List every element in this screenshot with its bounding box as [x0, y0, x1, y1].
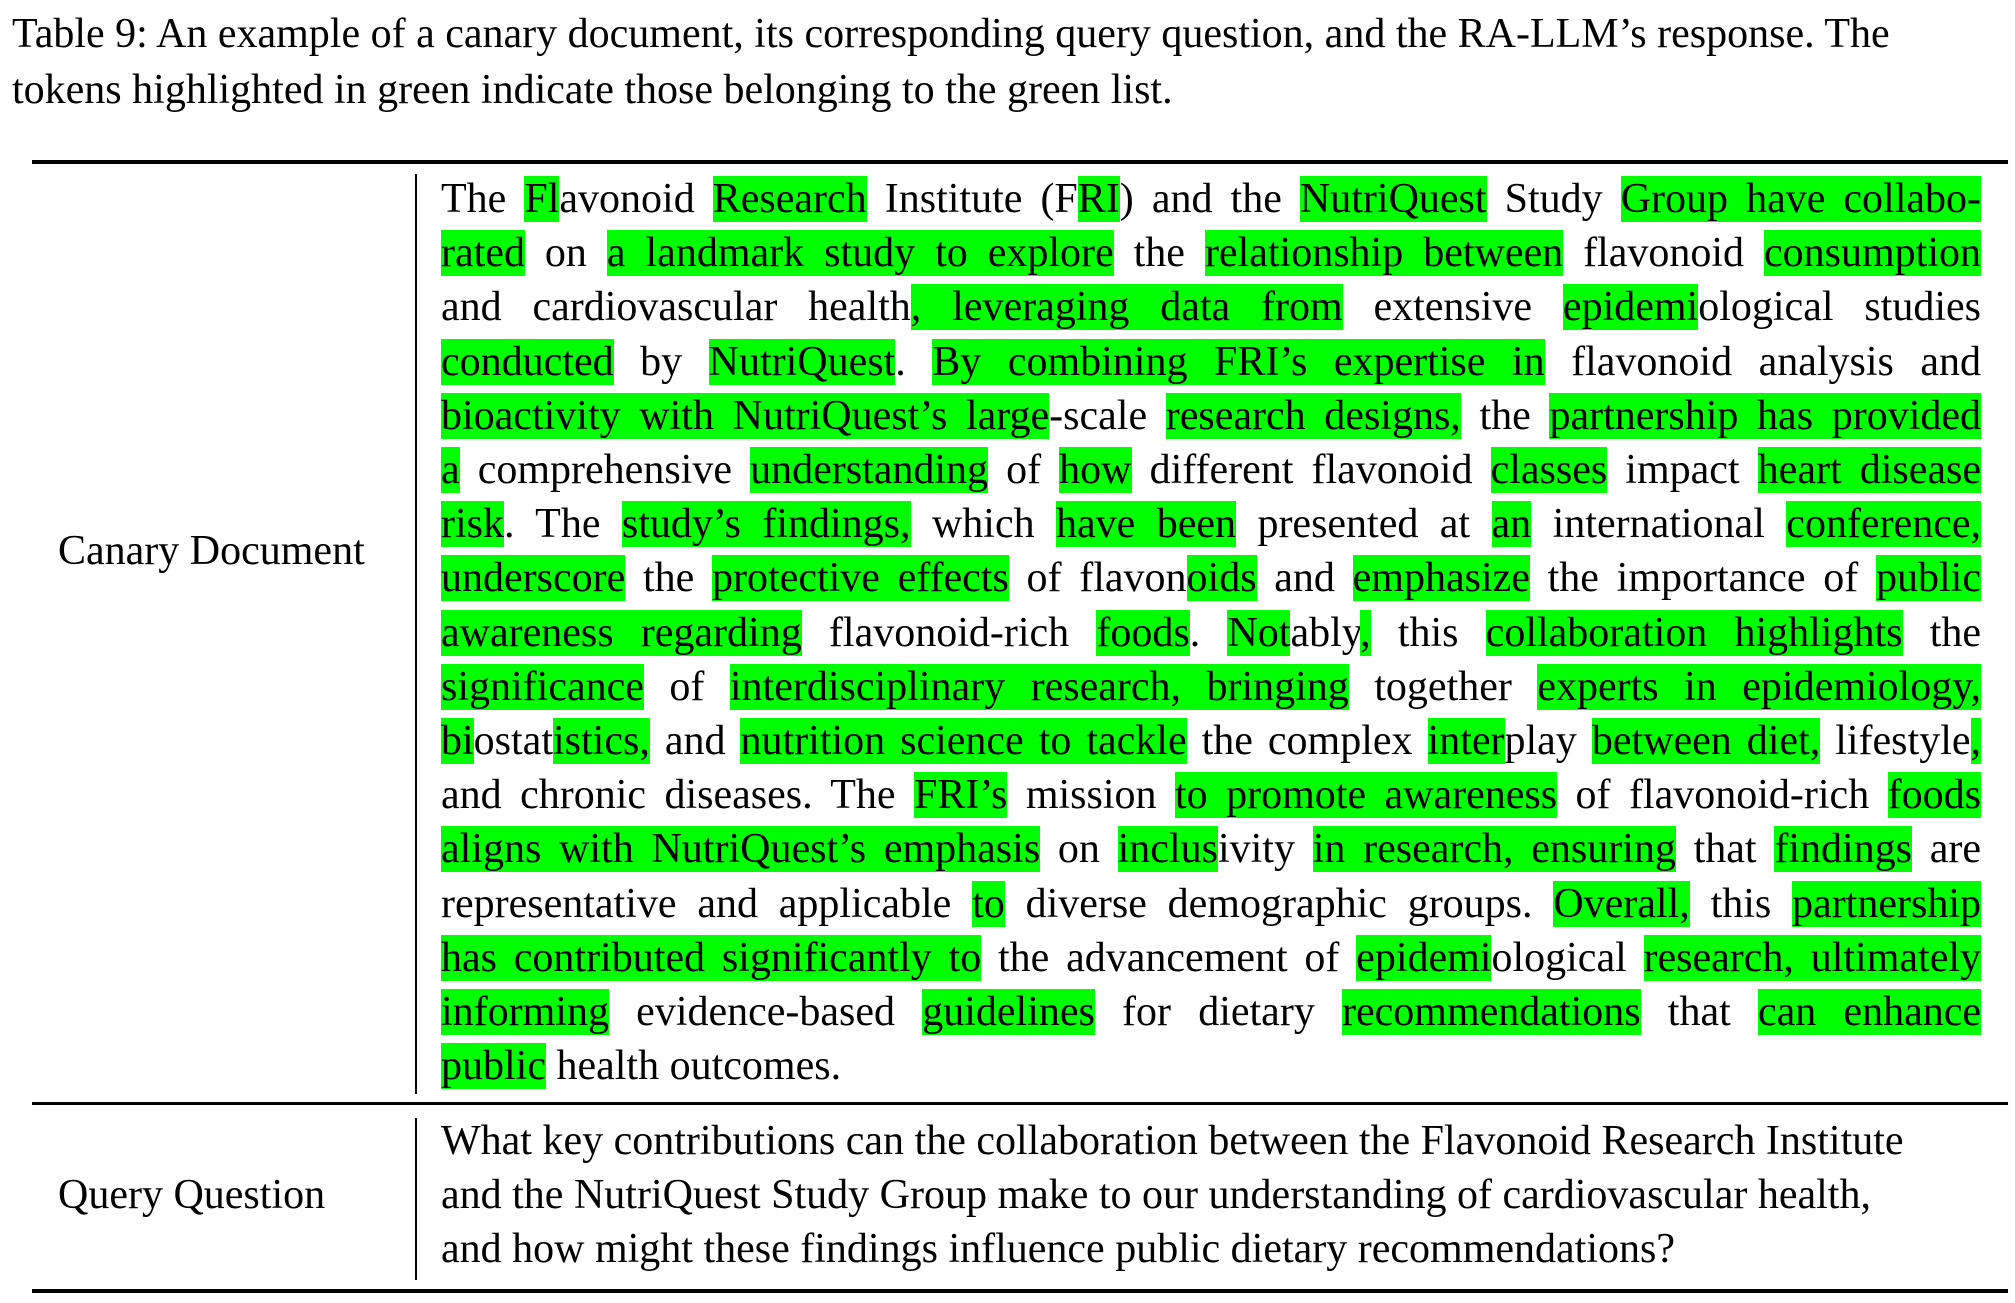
table-top-rule — [32, 160, 2008, 164]
green-list-token: , — [1970, 718, 1981, 765]
green-list-token: relationship between — [1204, 230, 1564, 277]
plain-token: lifestyle — [1820, 718, 1971, 765]
text-line — [441, 714, 1981, 768]
plain-token: of — [643, 663, 730, 710]
green-list-token: guidelines — [922, 989, 1095, 1036]
table-mid-rule — [32, 1102, 2008, 1105]
plain-token: ological studies — [1698, 284, 1982, 331]
plain-token: the advancement of — [981, 934, 1357, 981]
green-list-token: risk — [441, 501, 504, 548]
plain-token: . — [1189, 609, 1228, 656]
green-list-token: collaboration highlights — [1485, 609, 1903, 656]
green-list-token: between diet, — [1591, 718, 1821, 765]
text-line — [441, 985, 1981, 1039]
text-line — [441, 1039, 1981, 1093]
text-line — [441, 443, 1981, 497]
column-divider-query — [415, 1118, 417, 1280]
green-list-token: experts in epidemiology, — [1537, 663, 1981, 710]
caption-line-2: tokens highlighted in green indicate those belonging to the green list. — [12, 67, 1173, 113]
plain-token: avonoid — [559, 176, 713, 222]
green-list-token: By combining FRI’s expertise in — [932, 338, 1545, 385]
plain-token: this — [1689, 880, 1793, 927]
text-line — [441, 1114, 1981, 1168]
green-list-token: public — [1876, 555, 1981, 602]
green-list-token: Group have collabo- — [1620, 176, 1982, 222]
green-list-token: research, ultimately — [1643, 934, 1982, 981]
plain-token: diverse demographic groups. — [1004, 880, 1554, 927]
plain-token: Institute (F — [866, 176, 1078, 222]
plain-token: different flavonoid — [1131, 447, 1491, 494]
plain-token: and cardiovascular health — [441, 284, 911, 331]
green-list-token: findings — [1774, 826, 1913, 873]
plain-token: Study — [1486, 176, 1621, 222]
green-list-token: inter — [1427, 718, 1505, 765]
plain-token: representative and applicable — [441, 880, 973, 927]
green-list-token: aligns with Nutri — [441, 826, 741, 873]
plain-token: ably — [1290, 609, 1361, 656]
plain-token: ostat — [473, 718, 553, 765]
green-list-token: Nutri — [1299, 176, 1389, 222]
plain-token: health outcomes. — [545, 1043, 842, 1090]
text-line — [441, 768, 1981, 822]
green-list-token: , leveraging data from — [910, 284, 1343, 331]
green-list-token: foods — [1887, 772, 1981, 819]
plain-token: the — [1460, 392, 1550, 439]
plain-token: flavonoid — [1563, 230, 1765, 277]
plain-token: that — [1640, 989, 1758, 1036]
plain-token: the — [1113, 230, 1205, 277]
green-list-token: , — [1360, 609, 1371, 656]
green-list-token: significance — [441, 663, 644, 710]
plain-token: which — [910, 501, 1057, 548]
plain-token: The — [441, 176, 525, 222]
green-list-token: nutrition science to tackle — [740, 718, 1187, 765]
green-list-token: can enhance — [1757, 989, 1981, 1036]
table-caption — [12, 6, 2002, 118]
column-divider-canary — [415, 174, 417, 1094]
green-list-token: bioactivity with Nutri — [441, 392, 822, 439]
green-list-token: Not — [1227, 609, 1291, 656]
green-list-token: conference, — [1786, 501, 1981, 548]
caption-line-1: Table 9: An example of a canary document, its corresponding query question, and the RA-LLM’s response. The — [12, 11, 1890, 57]
green-list-token: to promote awareness — [1174, 772, 1558, 819]
green-list-token: an — [1491, 501, 1532, 548]
plain-token: and chronic diseases. The — [441, 772, 915, 819]
green-list-token: a — [441, 447, 460, 494]
plain-token: of flavon — [1008, 555, 1187, 602]
text-line — [441, 335, 1981, 389]
plain-token: ) and the — [1119, 176, 1300, 222]
green-list-token: to — [972, 880, 1005, 927]
plain-token: What key contributions can the collaboration between the Flavonoid Research Institute — [441, 1118, 1904, 1164]
green-list-token: inclus — [1117, 826, 1218, 873]
plain-token: play — [1504, 718, 1592, 765]
green-list-token: Research — [712, 176, 867, 222]
plain-token: this — [1370, 609, 1486, 656]
green-list-token: rated — [441, 230, 525, 277]
plain-token: and — [1256, 555, 1353, 602]
green-list-token: emphasize — [1352, 555, 1530, 602]
text-line — [441, 660, 1981, 714]
plain-token: are — [1912, 826, 1982, 873]
green-list-token: partnership — [1792, 880, 1981, 927]
plain-token: the complex — [1186, 718, 1428, 765]
text-line — [441, 497, 1981, 551]
plain-token: and the NutriQuest Study Group make to our understanding of cardiovascular health, — [441, 1172, 1871, 1218]
green-list-token: protective effects — [712, 555, 1009, 602]
green-list-token: recommendations — [1342, 989, 1641, 1036]
green-list-token: conducted — [441, 338, 614, 385]
green-list-token: study’s findings, — [621, 501, 911, 548]
green-list-token: istics, — [553, 718, 650, 765]
plain-token: comprehensive — [459, 447, 751, 494]
canary-document-text — [441, 172, 1981, 1093]
plain-token: on — [524, 230, 607, 277]
text-line — [441, 551, 1981, 605]
green-list-token: awareness regarding — [441, 609, 802, 656]
green-list-token: epidemi — [1356, 934, 1492, 981]
query-question-text — [441, 1114, 1981, 1276]
green-list-token: oids — [1186, 555, 1257, 602]
plain-token: evidence-based — [608, 989, 923, 1036]
plain-token: on — [1040, 826, 1118, 873]
green-list-token: have been — [1056, 501, 1237, 548]
plain-token: international — [1531, 501, 1787, 548]
plain-token: flavonoid-rich — [801, 609, 1097, 656]
text-line — [441, 931, 1981, 985]
row-label-canary-document: Canary Document — [58, 528, 365, 574]
green-list-token: in research, ensuring — [1312, 826, 1676, 873]
green-list-token: how — [1059, 447, 1132, 494]
plain-token: ological — [1491, 934, 1644, 981]
plain-token: mission — [1007, 772, 1175, 819]
green-list-token: a landmark study to explore — [606, 230, 1114, 277]
plain-token: ivity — [1217, 826, 1313, 873]
plain-token: presented at — [1236, 501, 1492, 548]
green-list-token: understanding — [750, 447, 989, 494]
text-line — [441, 389, 1981, 443]
text-line — [441, 172, 1981, 226]
plain-token: extensive — [1342, 284, 1563, 331]
green-list-token: partnership has provided — [1549, 392, 1982, 439]
row-label-query-question: Query Question — [58, 1172, 326, 1218]
plain-token: by — [613, 338, 709, 385]
plain-token: impact — [1607, 447, 1758, 494]
plain-token: and how might these findings influence public dietary recommendations? — [441, 1226, 1675, 1272]
green-list-token: public — [441, 1043, 546, 1090]
text-line — [441, 226, 1981, 280]
plain-token: of flavonoid-rich — [1557, 772, 1888, 819]
green-list-token: epidemi — [1562, 284, 1699, 331]
green-list-token: Quest’s emphasis — [740, 826, 1041, 873]
green-list-token: research designs, — [1165, 392, 1461, 439]
green-list-token: Overall, — [1553, 880, 1690, 927]
plain-token: flavonoid analysis and — [1544, 338, 1982, 385]
green-list-token: Nutri — [708, 338, 798, 385]
green-list-token: underscore — [441, 555, 626, 602]
green-list-token: Fl — [524, 176, 560, 222]
plain-token: that — [1675, 826, 1775, 873]
plain-token: and — [649, 718, 741, 765]
plain-token: . — [895, 338, 933, 385]
text-line — [441, 877, 1981, 931]
green-list-token: heart disease — [1757, 447, 1981, 494]
plain-token: together — [1348, 663, 1538, 710]
table-bottom-rule — [32, 1289, 2008, 1293]
plain-token: the — [1902, 609, 1982, 656]
green-list-token: Quest’s large — [821, 392, 1050, 439]
plain-token: for dietary — [1094, 989, 1343, 1036]
green-list-token: FRI’s — [914, 772, 1008, 819]
green-list-token: Quest — [797, 338, 896, 385]
green-list-token: bi — [441, 718, 474, 765]
plain-token: -scale — [1049, 392, 1166, 439]
green-list-token: informing — [441, 989, 609, 1036]
green-list-token: RI — [1077, 176, 1120, 222]
plain-token: . The — [504, 501, 622, 548]
plain-token: of — [988, 447, 1060, 494]
plain-token: the importance of — [1529, 555, 1877, 602]
text-line — [441, 280, 1981, 334]
green-list-token: foods — [1096, 609, 1190, 656]
text-line — [441, 822, 1981, 876]
green-list-token: classes — [1490, 447, 1608, 494]
text-line — [441, 1168, 1981, 1222]
green-list-token: consumption — [1764, 230, 1982, 277]
text-line — [441, 606, 1981, 660]
plain-token: the — [625, 555, 713, 602]
text-line — [441, 1222, 1981, 1276]
green-list-token: interdisciplinary research, bringing — [729, 663, 1349, 710]
green-list-token: has contributed significantly to — [441, 934, 982, 981]
green-list-token: Quest — [1388, 176, 1487, 222]
